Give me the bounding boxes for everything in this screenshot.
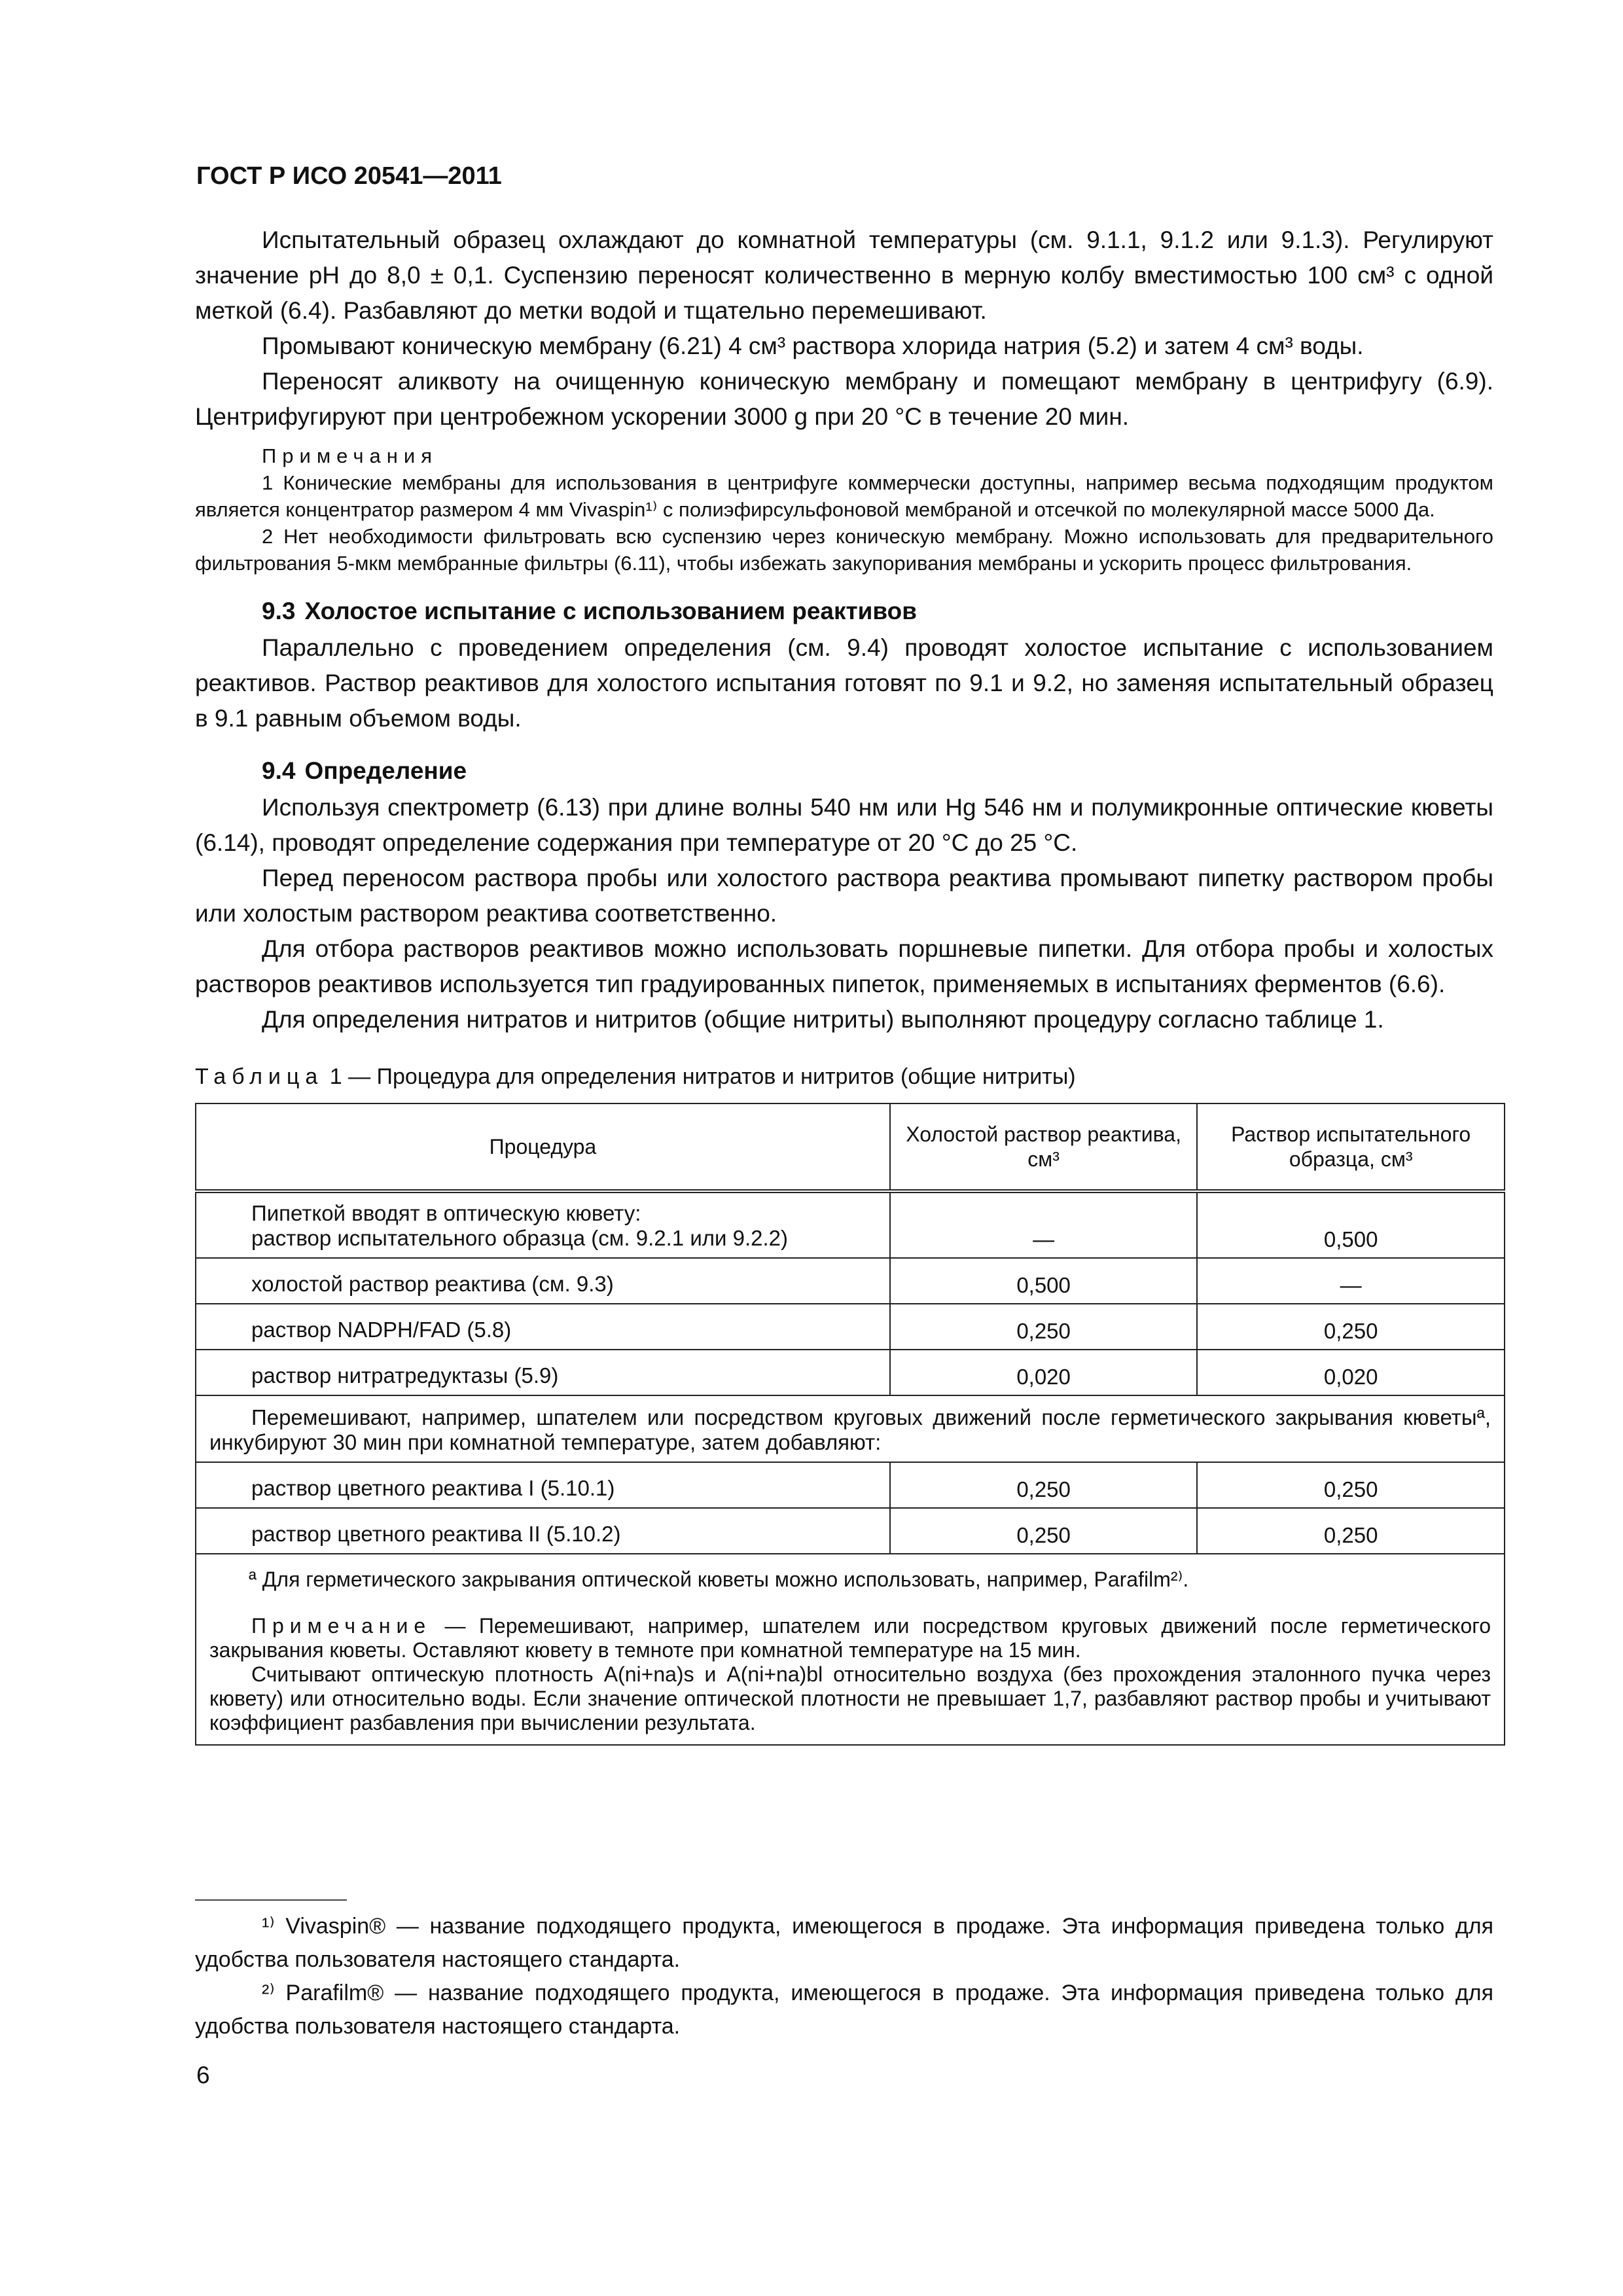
notes-block xyxy=(195,442,1493,577)
footnote-separator xyxy=(195,1899,347,1901)
section-heading-9-3 xyxy=(195,594,1493,629)
mix-instruction: Перемешивают, например, шпателем или посредством круговых движений после герметического закрывания кюветыª, инкубируют 30 мин при комнатной температуре, затем добавляют: xyxy=(196,1395,1505,1462)
document-body xyxy=(195,223,1493,1746)
cell-blank: — xyxy=(890,1191,1197,1258)
table-header-row xyxy=(196,1103,1505,1191)
footnote-1: ¹⁾ Vivaspin® — название подходящего продукта, имеющегося в продаже. Эта информация приведена только для удобства пользователя настоящего стандарта. xyxy=(195,1914,1493,1972)
note-item: 2 Нет необходимости фильтровать всю суспензию через коническую мембрану. Можно использовать для предварительного фильтрования 5-мкм мембранные фильтры (6.11), чтобы избежать закупоривания мембраны и ускорить процесс фильтрования. xyxy=(195,525,1493,575)
cell-blank: 0,250 xyxy=(890,1508,1197,1554)
cell-blank: 0,250 xyxy=(890,1462,1197,1508)
row-label: раствор цветного реактива I (5.10.1) xyxy=(196,1462,890,1508)
footnote-2: ²⁾ Parafilm® — название подходящего продукта, имеющегося в продаже. Эта информация приведена только для удобства пользователя настоящего стандарта. xyxy=(195,1981,1493,2039)
table-note xyxy=(209,1614,1491,1662)
table-row xyxy=(196,1462,1505,1508)
cell-blank: 0,500 xyxy=(890,1258,1197,1304)
page-number: 6 xyxy=(196,2062,210,2089)
table-caption xyxy=(195,1062,1493,1091)
table-row xyxy=(196,1258,1505,1304)
paragraph: Для отбора растворов реактивов можно использовать поршневые пипетки. Для отбора пробы и холостых растворов реактивов используется тип градуированных пипеток, применяемых в испытаниях ферментов (6.6). xyxy=(195,935,1493,997)
table-note-text: — Перемешивают, например, шпателем или посредством круговых движений после герметического закрывания кюветы. Оставляют кювету в темноте при комнатной температуре на 15 мин. xyxy=(209,1614,1491,1662)
row-label: раствор NADPH/FAD (5.8) xyxy=(196,1304,890,1350)
cell-sample: 0,500 xyxy=(1197,1191,1505,1258)
section-number: 9.4 xyxy=(262,757,296,784)
column-header-sample: Раствор испытательного образца, см³ xyxy=(1197,1103,1505,1191)
cell-blank: 0,250 xyxy=(890,1304,1197,1350)
table-row xyxy=(196,1554,1505,1745)
row-label: раствор нитратредуктазы (5.9) xyxy=(196,1350,890,1395)
column-header-blank: Холостой раствор реактива, см³ xyxy=(890,1103,1197,1191)
table-caption-word: Таблица xyxy=(195,1064,324,1089)
cell-sample: 0,250 xyxy=(1197,1304,1505,1350)
procedure-table xyxy=(195,1103,1505,1746)
paragraph: Параллельно с проведением определения (см. 9.4) проводят холостое испытание с использованием реактивов. Раствор реактивов для холостого испытания готовят по 9.1 и 9.2, но заменяя испытательный образец в 9.1 равным объемом воды. xyxy=(195,634,1493,732)
section-title: Холостое испытание с использованием реактивов xyxy=(304,598,917,624)
paragraph: Промывают коническую мембрану (6.21) 4 см³ раствора хлорида натрия (5.2) и затем 4 см³ воды. xyxy=(262,332,1364,359)
paragraph: Для определения нитратов и нитритов (общие нитриты) выполняют процедуру согласно таблице 1. xyxy=(262,1006,1384,1033)
footnotes xyxy=(195,1910,1493,2043)
table-row xyxy=(196,1508,1505,1554)
section-number: 9.3 xyxy=(262,598,296,624)
note-item: 1 Конические мембраны для использования в центрифуге коммерчески доступны, например весьма подходящим продуктом является концентратор размером 4 мм Vivaspin¹⁾ с полиэфирсульфоновой мембраной и отсечкой по молекулярной массе 5000 Да. xyxy=(195,471,1493,521)
cell-blank: 0,020 xyxy=(890,1350,1197,1395)
row-label-line: раствор испытательного образца (см. 9.2.1 или 9.2.2) xyxy=(251,1226,789,1250)
table-row xyxy=(196,1304,1505,1350)
table-footnote-a: ª Для герметического закрывания оптической кюветы можно использовать, например, Parafilm²⁾. xyxy=(249,1568,1189,1591)
row-label: раствор цветного реактива II (5.10.2) xyxy=(196,1508,890,1554)
paragraph: Перед переносом раствора пробы или холостого раствора реактива промывают пипетку раствором пробы или холостым раствором реактива соответственно. xyxy=(195,865,1493,927)
column-header-procedure: Процедура xyxy=(196,1103,890,1191)
table-row xyxy=(196,1395,1505,1462)
paragraph: Переносят аликвоту на очищенную коническую мембрану и помещают мембрану в центрифугу (6.9). Центрифугируют при центробежном ускорении 3000 g при 20 °C в течение 20 мин. xyxy=(195,368,1493,430)
table-note-continued: Считывают оптическую плотность A(ni+na)s и A(ni+na)bl относительно воздуха (без прохождения эталонного пучка через кювету) или относительно воды. Если значение оптической плотности не превышает 1,7, разбавляют раствор пробы и учитывают коэффициент разбавления при вычислении результата. xyxy=(209,1662,1491,1734)
row-label-line: Пипеткой вводят в оптическую кювету: xyxy=(251,1201,641,1225)
paragraph: Испытательный образец охлаждают до комнатной температуры (см. 9.1.1, 9.1.2 или 9.1.3). Регулируют значение pH до 8,0 ± 0,1. Суспензию переносят количественно в мерную колбу вместимостью 100 см³ с одной меткой (6.4). Разбавляют до метки водой и тщательно перемешивают. xyxy=(195,226,1493,324)
notes-heading: Примечания xyxy=(262,444,438,467)
table-caption-text: 1 — Процедура для определения нитратов и нитритов (общие нитриты) xyxy=(323,1064,1076,1089)
table-note-word: Примечание xyxy=(251,1614,432,1638)
row-label: холостой раствор реактива (см. 9.3) xyxy=(196,1258,890,1304)
paragraph: Используя спектрометр (6.13) при длине волны 540 нм или Hg 546 нм и полумикронные оптические кюветы (6.14), проводят определение содержания при температуре от 20 °C до 25 °C. xyxy=(195,794,1493,856)
cell-sample: — xyxy=(1197,1258,1505,1304)
section-heading-9-4 xyxy=(195,753,1493,789)
cell-sample: 0,250 xyxy=(1197,1508,1505,1554)
table-row xyxy=(196,1350,1505,1395)
cell-sample: 0,020 xyxy=(1197,1350,1505,1395)
table-row xyxy=(196,1191,1505,1258)
cell-sample: 0,250 xyxy=(1197,1462,1505,1508)
row-label xyxy=(196,1191,890,1258)
section-title: Определение xyxy=(304,757,467,784)
document-header: ГОСТ Р ИСО 20541—2011 xyxy=(196,162,502,190)
table-footer xyxy=(196,1554,1505,1745)
